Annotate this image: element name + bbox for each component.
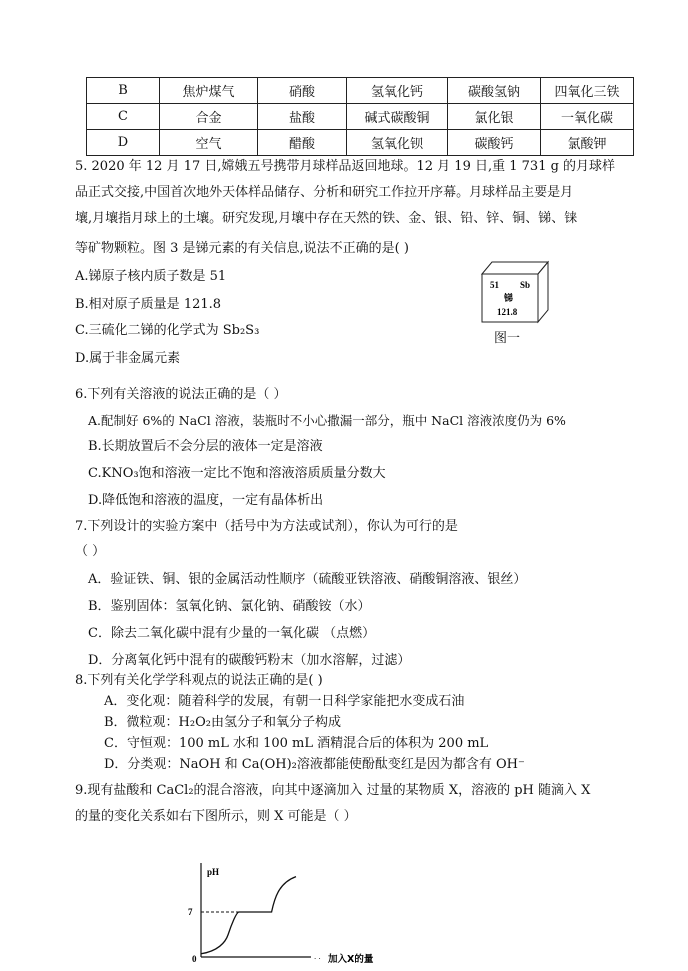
options-table [86,77,634,156]
q5-option-c: C.三硫化二锑的化学式为 Sb₂S₃ [75,323,260,338]
y-axis-label: pH [207,867,220,877]
q8-option-a: A．变化观：随着科学的发展，有朝一日科学家能把水变成石油 [104,694,465,709]
q5-option-a: A.锑原子核内质子数是 51 [75,269,227,284]
figure-label: 图一 [494,331,521,346]
table-row-label: C [87,104,160,130]
q6-stem: 6.下列有关溶液的说法正确的是（ ） [75,387,287,402]
q8-option-d: D．分类观：NaOH 和 Ca(OH)₂溶液都能使酚酞变红是因为都含有 OH⁻ [104,757,525,772]
table-cell: 碳酸钙 [448,130,541,156]
table-row [87,130,634,156]
q7-stem: 7.下列设计的实验方案中（括号中为方法或试剂），你认为可行的是 [75,519,458,534]
table-cell: 醋酸 [258,130,347,156]
table-cell: 氯酸钾 [541,130,634,156]
x-tick-label: 0 [192,954,197,964]
q5-line-2: 品正式交接,中国首次地外天体样品储存、分析和研究工作拉开序幕。月球样品主要是月 [75,185,574,200]
q9-line-1: 9.现有盐酸和 CaCl₂的混合溶液，向其中逐滴加入 过量的某物质 X，溶液的 pH 随滴入 X [75,783,591,798]
q7-option-c: C．除去二氧化碳中混有少量的一氧化碳 （点燃） [88,626,376,641]
q9-line-2: 的量的变化关系如右下图所示，则 X 可能是（ ） [75,809,357,824]
ph-chart [180,855,410,965]
q5-line-1: 5. 2020 年 12 月 17 日,嫦娥五号携带月球样品返回地球。12 月 19 日,重 1 731 g 的月球样 [75,159,616,174]
q5-line-4: 等矿物颗粒。图 3 是锑元素的有关信息,说法不正确的是( ) [75,241,409,256]
table-cell: 盐酸 [258,104,347,130]
table-cell: 空气 [160,130,258,156]
q8-option-b: B．微粒观：H₂O₂由氢分子和氧分子构成 [104,715,341,730]
q8-option-c: C．守恒观：100 mL 水和 100 mL 酒精混合后的体积为 200 mL [104,736,489,751]
table-row-label: D [87,130,160,156]
table-cell: 碳酸氢钠 [448,78,541,104]
q6-option-c: C.KNO₃饱和溶液一定比不饱和溶液溶质质量分数大 [88,466,386,481]
element-name: 锑 [504,294,514,304]
q5-option-b: B.相对原子质量是 121.8 [75,297,222,312]
table-row-label: B [87,78,160,104]
q7-option-d: D．分离氧化钙中混有的碳酸钙粉末（加水溶解，过滤） [88,653,411,668]
table-cell: 四氧化三铁 [541,78,634,104]
element-symbol: Sb [520,280,531,290]
antimony-element-cube [478,256,552,326]
q7-option-b: B．鉴别固体：氢氧化钠、氯化钠、硝酸铵（水） [88,599,371,614]
x-axis-label: 加入X的量 [328,954,374,965]
table-cell: 氢氧化钡 [347,130,448,156]
q7-paren: （ ） [75,544,106,559]
q7-option-a: A．验证铁、铜、银的金属活动性顺序（硫酸亚铁溶液、硝酸铜溶液、银丝） [88,572,527,587]
element-mass: 121.8 [497,307,518,317]
table-cell: 焦炉煤气 [160,78,258,104]
q6-option-a: A.配制好 6%的 NaCl 溶液，装瓶时不小心撒漏一部分，瓶中 NaCl 溶液浓度仍为 6% [88,413,566,428]
q5-line-3: 壤,月壤指月球上的土壤。研究发现,月壤中存在天然的铁、金、银、铅、锌、铜、锑、铼 [75,211,578,226]
table-row [87,78,634,104]
q8-stem: 8.下列有关化学学科观点的说法正确的是( ) [75,673,323,688]
x-axis-arrow: . . [314,953,321,961]
q6-option-b: B.长期放置后不会分层的液体一定是溶液 [88,439,323,454]
table-cell: 氢氧化钙 [347,78,448,104]
table-cell: 碱式碳酸铜 [347,104,448,130]
q5-option-d: D.属于非金属元素 [75,351,181,366]
table-row [87,104,634,130]
table-cell: 一氧化碳 [541,104,634,130]
table-cell: 硝酸 [258,78,347,104]
q6-option-d: D.降低饱和溶液的温度，一定有晶体析出 [88,493,324,508]
table-cell: 氯化银 [448,104,541,130]
table-cell: 合金 [160,104,258,130]
ph-curve [201,877,296,954]
element-number: 51 [490,280,499,290]
y-tick-label: 7 [188,907,193,917]
